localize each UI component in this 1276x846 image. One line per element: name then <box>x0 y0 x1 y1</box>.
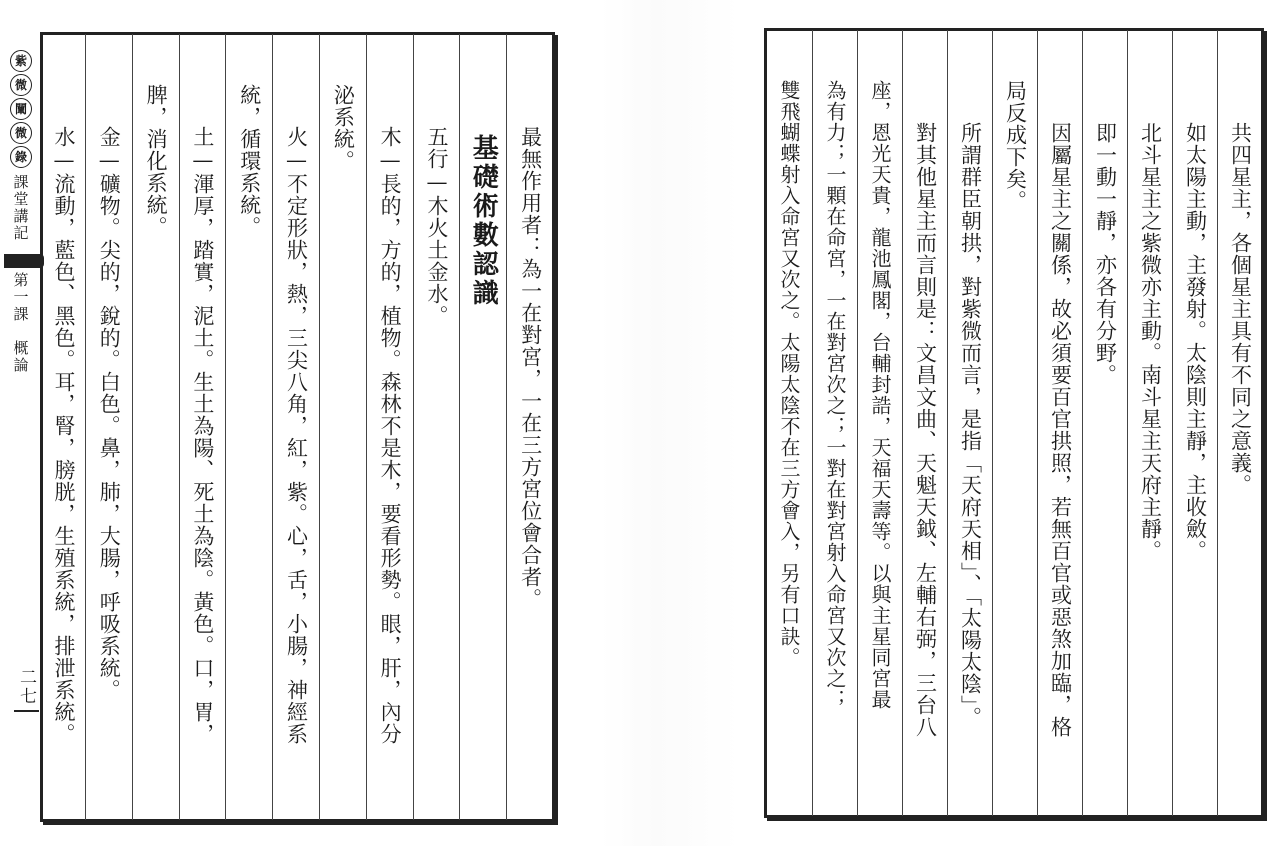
column-text: 五行—木火土金水。 <box>424 126 449 327</box>
circled-char: 微 <box>10 74 32 96</box>
column-text: 泌系統。 <box>331 84 356 172</box>
page-spine <box>4 50 38 374</box>
left-page <box>0 0 600 846</box>
page-number: 二七 <box>14 668 39 712</box>
column-text: 水—流動，藍色、黑色。耳，腎，膀胱，生殖系統，排泄系統。 <box>51 126 76 745</box>
text-column <box>812 30 857 816</box>
chapter-tab-marker <box>4 254 44 268</box>
book-label: 課堂講記 <box>11 174 30 242</box>
column-text: 北斗星主之紫微亦主動。南斗星主天府主靜。 <box>1138 122 1163 562</box>
column-text: 土—渾厚，踏實，泥土。生土為陽、死土為陰。黃色。口，胃， <box>190 126 215 745</box>
circled-char: 闡 <box>10 98 32 120</box>
column-text: 因屬星主之關係，故必須要百官拱照，若無百官或惡煞加臨，格 <box>1048 122 1073 738</box>
book-gutter <box>600 0 740 846</box>
text-column <box>319 34 366 820</box>
column-text: 所謂群臣朝拱，對紫微而言，是指「天府天相」、「太陽太陰」。 <box>958 122 983 729</box>
chapter-label: 第一課 概論 <box>11 272 30 374</box>
column-text: 局反成下矣。 <box>1003 80 1028 212</box>
column-text: 座，恩光天貴，龍池鳳閣，台輔封誥，天福天壽等。以與主星同宮最 <box>868 80 892 710</box>
section-heading: 基礎術數認識 <box>468 134 499 308</box>
column-text: 金—礦物。尖的，銳的。白色。鼻，肺，大腸，呼吸系統。 <box>97 126 122 701</box>
column-text: 雙飛蝴蝶射入命宮又次之。太陽太陰不在三方會入，另有口訣。 <box>777 80 801 668</box>
text-column <box>179 34 226 820</box>
text-column <box>272 34 319 820</box>
circled-char: 紫 <box>10 50 32 72</box>
text-column <box>459 34 506 820</box>
text-column <box>857 30 902 816</box>
column-text: 脾，消化系統。 <box>144 84 169 238</box>
column-text: 木—長的，方的，植物。森林不是木，要看形勢。眼，肝，內分 <box>378 126 403 745</box>
text-column <box>413 34 460 820</box>
text-column <box>1082 30 1127 816</box>
column-text: 火—不定形狀，熱，三尖八角，紅，紫。心，舌，小腸，神經系 <box>284 126 309 745</box>
text-column <box>42 34 85 820</box>
text-column <box>1172 30 1217 816</box>
text-column <box>225 34 272 820</box>
column-text: 共四星主，各個星主具有不同之意義。 <box>1228 122 1253 496</box>
text-column <box>902 30 947 816</box>
text-column <box>132 34 179 820</box>
text-frame <box>764 28 1264 818</box>
column-text: 對其他星主而言則是：文昌文曲、天魁天鉞、左輔右弼，三台八 <box>913 122 938 738</box>
column-text: 為有力；一顆在命宮，一在對宮次之；一對在對宮射入命宮又次之； <box>823 80 847 710</box>
text-column <box>85 34 132 820</box>
column-text: 如太陽主動，主發射。太陰則主靜，主收斂。 <box>1183 122 1208 562</box>
column-text: 最無作用者：為一在對宮，一在三方宮位會合者。 <box>518 126 543 610</box>
text-column <box>1037 30 1082 816</box>
text-column <box>766 30 812 816</box>
column-text: 即一動一靜，亦各有分野。 <box>1093 122 1118 386</box>
circled-char: 微 <box>10 122 32 144</box>
text-column <box>1217 30 1262 816</box>
text-column <box>947 30 992 816</box>
text-column <box>1127 30 1172 816</box>
circled-char: 錄 <box>10 146 32 168</box>
text-column <box>992 30 1037 816</box>
column-grid <box>42 34 553 820</box>
right-page <box>740 0 1276 846</box>
column-grid <box>766 30 1262 816</box>
column-text: 統，循環系統。 <box>237 84 262 238</box>
text-column <box>366 34 413 820</box>
text-column <box>506 34 553 820</box>
text-frame <box>40 32 555 822</box>
